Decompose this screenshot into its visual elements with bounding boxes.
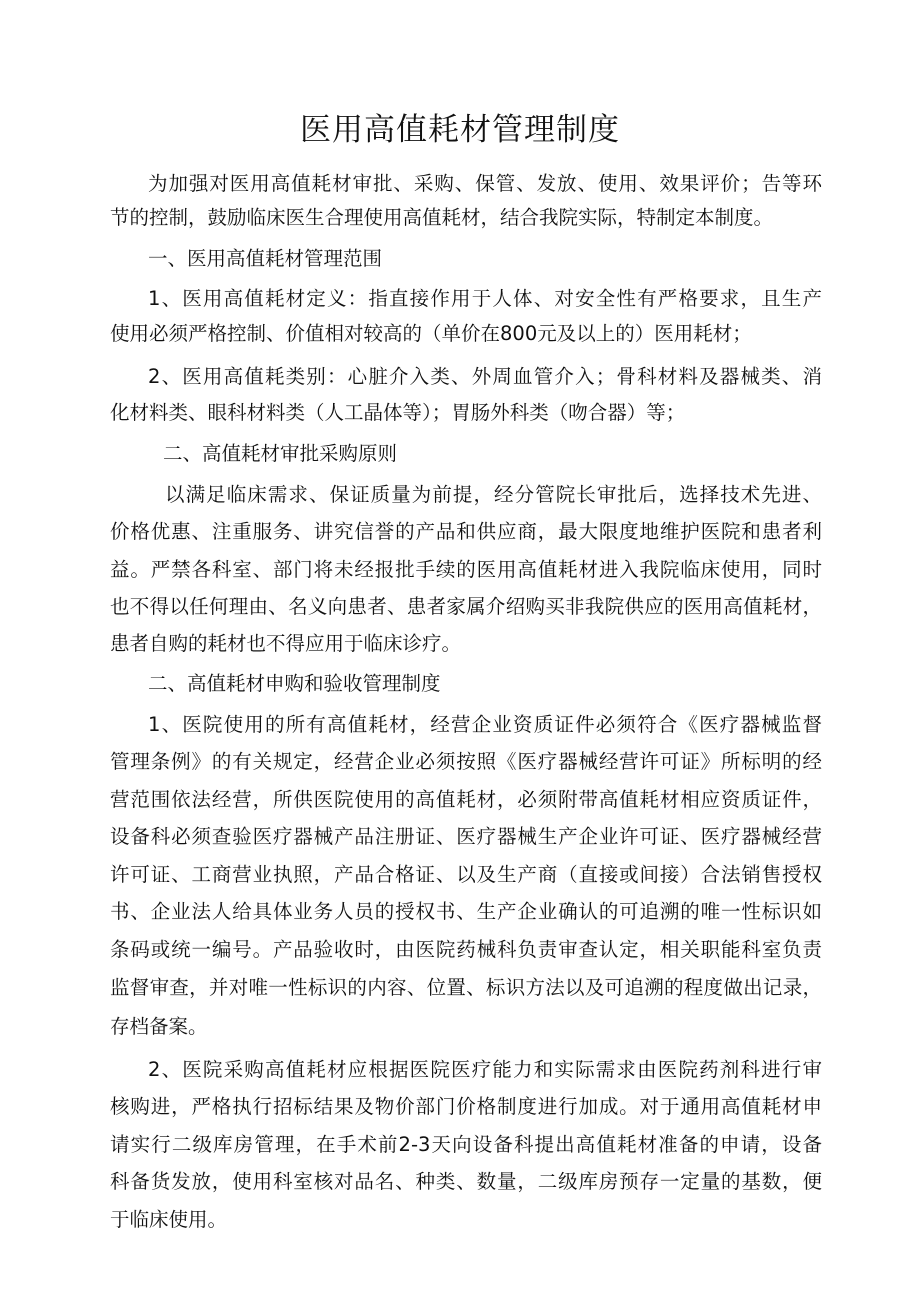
paragraph-line: 书、企业法人给具体业务人员的授权书、生产企业确认的可追溯的唯一性标识如 [110,900,822,923]
paragraph-line: 存档备案。 [110,1015,208,1038]
paragraph-line: 监督审查，并对唯一性标识的内容、位置、标识方法以及可追溯的程度做出记录， [110,976,822,999]
paragraph-line: 于临床使用。 [110,1208,228,1231]
paragraph-line: 价格优惠、注重服务、讲究信誉的产品和供应商，最大限度地维护医院和患者利 [110,520,822,543]
paragraph-line: 益。严禁各科室、部门将未经报批手续的医用高值耗材进入我院临床使用，同时 [110,558,822,581]
section-heading: 二、高值耗材审批采购原则 [163,442,398,465]
paragraph-line: 也不得以任何理由、名义向患者、患者家属介绍购买非我院供应的医用高值耗材， [110,595,822,618]
paragraph-line: 管理条例》的有关规定，经营企业必须按照《医疗器械经营许可证》所标明的经 [110,750,822,773]
paragraph-line: 以满足临床需求、保证质量为前提，经分管院长审批后，选择技术先进、 [165,483,822,506]
paragraph-line: 为加强对医用高值耗材审批、采购、保管、发放、使用、效果评价；告等环 [148,172,822,195]
paragraph-line: 患者自购的耗材也不得应用于临床诊疗。 [110,632,462,655]
paragraph-line: 2、医院采购高值耗材应根据医院医疗能力和实际需求由医院药剂科进行审 [148,1058,822,1081]
document-title: 医用高值耗材管理制度 [300,112,620,148]
paragraph-line: 1、医院使用的所有高值耗材，经营企业资质证件必须符合《医疗器械监督 [148,713,822,736]
paragraph-line: 2、医用高值耗类别：心脏介入类、外周血管介入；骨科材料及器械类、消 [148,365,822,388]
section-heading: 二、高值耗材申购和验收管理制度 [148,672,441,695]
paragraph-line: 核购进，严格执行招标结果及物价部门价格制度进行加成。对于通用高值耗材申 [110,1095,822,1118]
paragraph-line: 使用必须严格控制、价值相对较高的（单价在800元及以上的）医用耗材； [110,322,752,345]
section-heading: 一、医用高值耗材管理范围 [148,247,383,270]
paragraph-line: 科备货发放，使用科室核对品名、种类、数量，二级库房预存一定量的基数，便 [110,1170,822,1193]
paragraph-line: 请实行二级库房管理，在手术前2-3天向设备科提出高值耗材准备的申请，设备 [110,1133,822,1156]
paragraph-line: 营范围依法经营，所供医院使用的高值耗材，必须附带高值耗材相应资质证件， [110,788,822,811]
paragraph-line: 1、医用高值耗材定义：指直接作用于人体、对安全性有严格要求，且生产 [148,287,822,310]
paragraph-line: 许可证、工商营业执照，产品合格证、以及生产商（直接或间接）合法销售授权 [110,863,822,886]
paragraph-line: 条码或统一编号。产品验收时，由医院药械科负责审查认定，相关职能科室负责 [110,938,822,961]
paragraph-line: 设备科必须查验医疗器械产品注册证、医疗器械生产企业许可证、医疗器械经营 [110,825,822,848]
paragraph-line: 节的控制，鼓励临床医生合理使用高值耗材，结合我院实际，特制定本制度。 [110,206,774,229]
paragraph-line: 化材料类、眼科材料类（人工晶体等）；胃肠外科类（吻合器）等； [110,401,686,424]
